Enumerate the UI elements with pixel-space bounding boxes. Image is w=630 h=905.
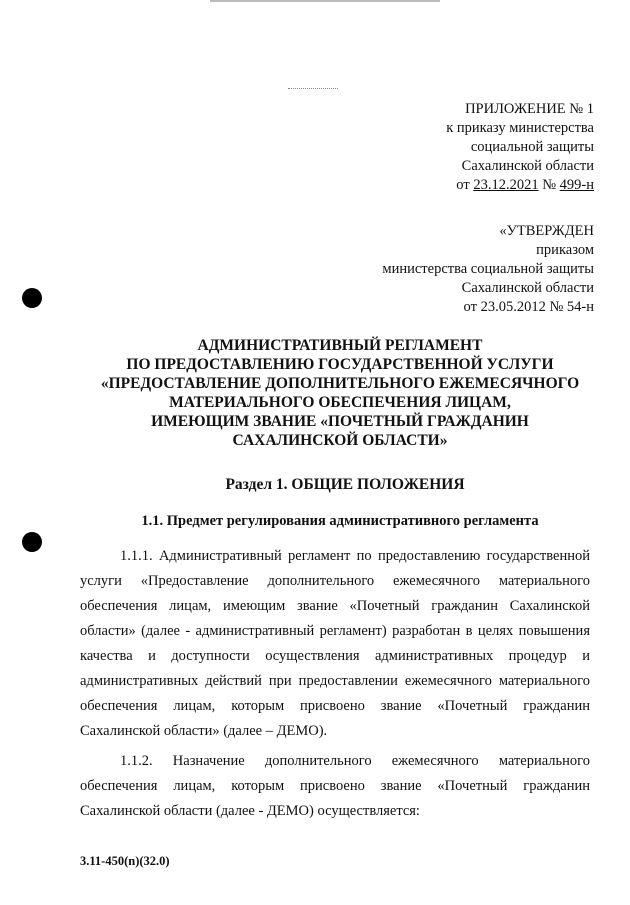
paragraph: 1.1.1. Административный регламент по предоставлению государственной услуги «Предоставление дополнительного ежемесячного материального обеспечения лицам, имеющим звание «Почетный гражданин Сахалинской области» (далее - административный регламент) разработан в целях повышения качества и доступности осуществления административных процедур и административных действий при предоставлении ежемесячного материального обеспечения лицам, которым присвоено звание «Почетный гражданин Сахалинской области» (далее – ДЕМО).	[80, 548, 590, 739]
punch-hole	[22, 532, 42, 552]
scan-artifact-noise	[288, 88, 338, 91]
approved-line: от 23.05.2012 № 54-н	[463, 299, 594, 315]
body-text	[80, 544, 590, 829]
footer-code: 3.11-450(n)(32.0)	[80, 854, 170, 868]
date-prefix: от	[456, 177, 474, 193]
approved-line: Сахалинской области	[461, 280, 594, 296]
title-line: ИМЕЮЩИМ ЗВАНИЕ «ПОЧЕТНЫЙ ГРАЖДАНИН	[151, 413, 529, 430]
paragraph: 1.1.2. Назначение дополнительного ежемесячного материального обеспечения лицам, которым присвоено звание «Почетный гражданин Сахалинской области (далее - ДЕМО) осуществляется:	[80, 753, 590, 819]
scan-artifact-line	[210, 0, 440, 2]
appendix-line: к приказу министерства	[446, 120, 594, 136]
section-heading: Раздел 1. ОБЩИЕ ПОЛОЖЕНИЯ	[225, 476, 465, 493]
order-date: 23.12.2021	[473, 177, 539, 193]
approved-line: «УТВЕРЖДЕН	[499, 223, 594, 239]
appendix-date-line	[446, 176, 594, 195]
number-prefix: №	[538, 177, 560, 193]
approved-block	[382, 222, 594, 317]
approved-line: приказом	[536, 242, 594, 258]
appendix-line: ПРИЛОЖЕНИЕ № 1	[465, 101, 594, 117]
title-line: ПО ПРЕДОСТАВЛЕНИЮ ГОСУДАРСТВЕННОЙ УСЛУГИ	[126, 356, 554, 373]
appendix-block	[446, 100, 594, 195]
approved-line: министерства социальной защиты	[382, 261, 594, 277]
title-line: МАТЕРИАЛЬНОГО ОБЕСПЕЧЕНИЯ ЛИЦАМ,	[169, 394, 511, 411]
appendix-line: Сахалинской области	[461, 158, 594, 174]
title-line: «ПРЕДОСТАВЛЕНИЕ ДОПОЛНИТЕЛЬНОГО ЕЖЕМЕСЯЧНОГО	[100, 375, 580, 392]
appendix-line: социальной защиты	[470, 139, 594, 155]
document-title	[60, 336, 620, 450]
order-number: 499-н	[559, 177, 594, 193]
title-line: АДМИНИСТРАТИВНЫЙ РЕГЛАМЕНТ	[197, 337, 483, 354]
title-line: САХАЛИНСКОЙ ОБЛАСТИ»	[232, 432, 448, 449]
subsection-heading: 1.1. Предмет регулирования административного регламента	[141, 513, 539, 529]
punch-hole	[22, 288, 42, 308]
